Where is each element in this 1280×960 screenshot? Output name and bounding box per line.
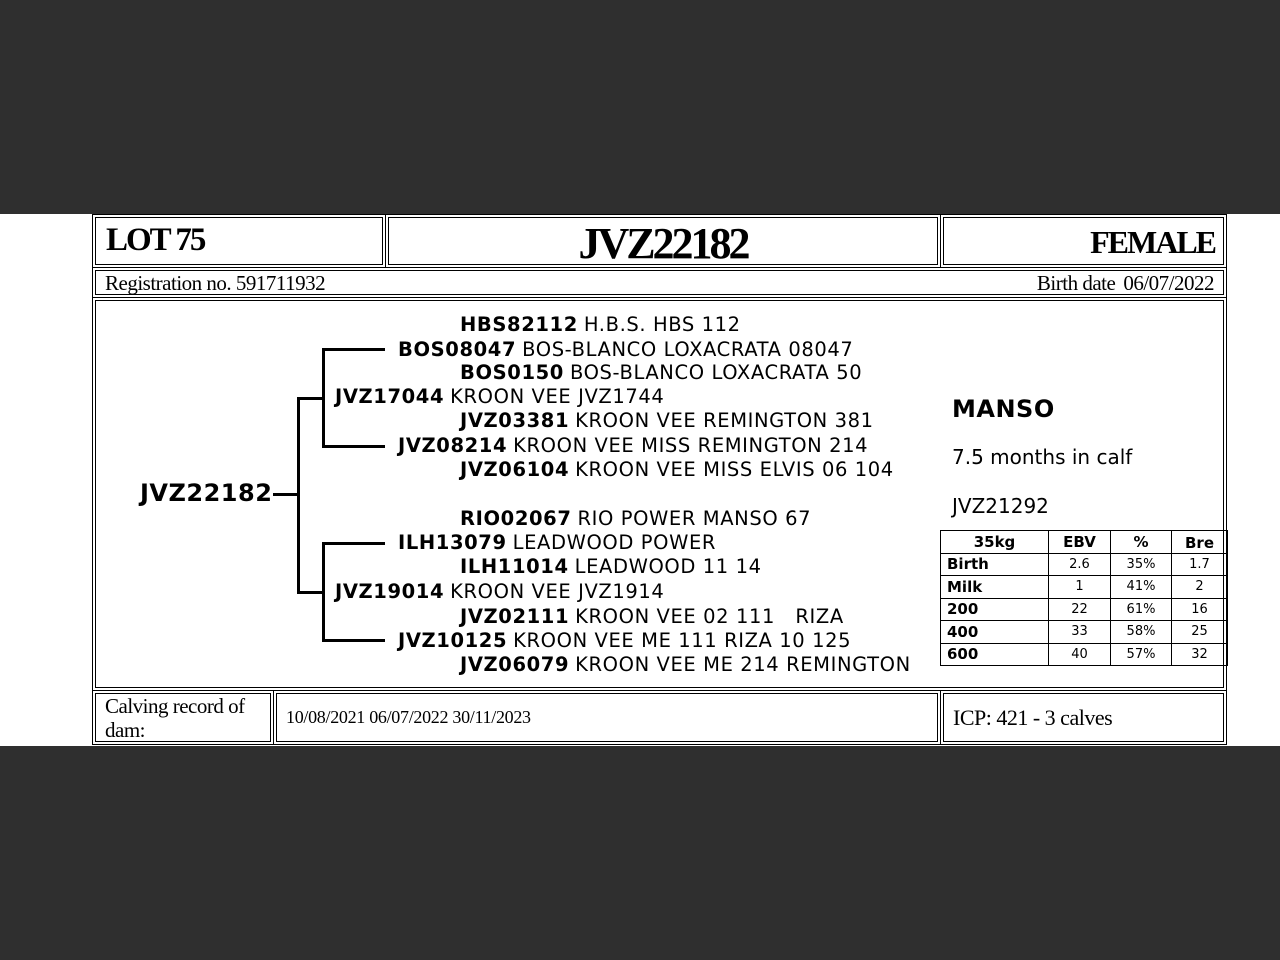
pedigree-entry: JVZ10125 KROON VEE ME 111 RIZA 10 125 xyxy=(398,629,852,652)
ebv-row xyxy=(941,576,1228,599)
ebv-header-weight: 35kg xyxy=(941,531,1049,554)
ebv-breed-avg: 32 xyxy=(1172,643,1228,666)
lot-number: LOT 75 xyxy=(106,222,205,258)
sire-dam-branch xyxy=(322,445,385,448)
service-sire-name: MANSO xyxy=(952,395,1055,423)
ebv-table xyxy=(940,530,1228,666)
subject-connector xyxy=(273,493,298,496)
icp-summary: ICP: 421 - 3 calves xyxy=(953,705,1113,730)
ebv-row-label: Birth xyxy=(941,553,1049,576)
pedigree-entry: JVZ02111 KROON VEE 02 111 RIZA xyxy=(460,605,844,628)
lot-cell xyxy=(95,217,383,265)
ebv-value: 40 xyxy=(1049,643,1111,666)
ebv-row xyxy=(941,598,1228,621)
animal-id-title: JVZ22182 xyxy=(578,219,748,268)
ebv-header-breed: Bre xyxy=(1172,531,1228,554)
ebv-header-ebv: EBV xyxy=(1049,531,1111,554)
pedigree-entry: JVZ08214 KROON VEE MISS REMINGTON 214 xyxy=(398,434,869,457)
ebv-percent: 57% xyxy=(1111,643,1172,666)
ebv-breed-avg: 1.7 xyxy=(1172,553,1228,576)
animal-id-cell xyxy=(388,217,938,268)
ebv-value: 2.6 xyxy=(1049,553,1111,576)
calving-label-cell xyxy=(95,693,271,742)
ebv-row-label: 200 xyxy=(941,598,1049,621)
ebv-row-label: 400 xyxy=(941,621,1049,644)
ebv-row-label: Milk xyxy=(941,576,1049,599)
pedigree-entry: JVZ19014 KROON VEE JVZ1914 xyxy=(335,580,665,603)
service-sire-id: JVZ21292 xyxy=(952,494,1049,518)
pedigree-entry: RIO02067 RIO POWER MANSO 67 xyxy=(460,507,812,530)
registration-number: Registration no. 591711932 xyxy=(105,271,326,295)
dam-sire-branch xyxy=(322,542,385,545)
sire-sire-branch xyxy=(322,348,385,351)
pedigree-entry: ILH11014 LEADWOOD 11 14 xyxy=(460,555,762,578)
birth-date-field xyxy=(1037,271,1214,296)
ebv-value: 33 xyxy=(1049,621,1111,644)
birth-date-label: Birth date xyxy=(1036,271,1116,295)
calving-dates: 10/08/2021 06/07/2022 30/11/2023 xyxy=(286,707,531,727)
ebv-row xyxy=(941,643,1228,666)
sex-cell xyxy=(943,217,1224,265)
pregnancy-status: 7.5 months in calf xyxy=(952,445,1133,469)
ebv-value: 1 xyxy=(1049,576,1111,599)
pedigree-entry: JVZ03381 KROON VEE REMINGTON 381 xyxy=(460,409,874,432)
ebv-value: 22 xyxy=(1049,598,1111,621)
sire-side-vertical xyxy=(297,397,300,594)
dam-sire-vertical xyxy=(322,542,325,641)
pedigree-entry: BOS0150 BOS-BLANCO LOXACRATA 50 xyxy=(460,361,863,384)
ebv-breed-avg: 25 xyxy=(1172,621,1228,644)
pedigree-entry: JVZ06104 KROON VEE MISS ELVIS 06 104 xyxy=(460,458,894,481)
ebv-percent: 41% xyxy=(1111,576,1172,599)
ebv-row xyxy=(941,553,1228,576)
pedigree-entry: JVZ17044 KROON VEE JVZ1744 xyxy=(335,385,665,408)
ebv-percent: 61% xyxy=(1111,598,1172,621)
ebv-percent: 35% xyxy=(1111,553,1172,576)
ebv-percent: 58% xyxy=(1111,621,1172,644)
ebv-header-row xyxy=(941,531,1228,554)
ebv-breed-avg: 2 xyxy=(1172,576,1228,599)
ebv-header-percent: % xyxy=(1111,531,1172,554)
registration-row xyxy=(95,270,1224,295)
ebv-row-label: 600 xyxy=(941,643,1049,666)
pedigree-entry: JVZ06079 KROON VEE ME 214 REMINGTON xyxy=(460,653,911,676)
pedigree-entry: ILH13079 LEADWOOD POWER xyxy=(398,531,717,554)
calving-dates-cell xyxy=(276,693,938,742)
sire-connector xyxy=(297,397,325,400)
calving-record-label: Calving record of dam: xyxy=(105,694,245,742)
ebv-row xyxy=(941,621,1228,644)
birth-date-value: 06/07/2022 xyxy=(1123,271,1214,295)
sire-sire-vertical xyxy=(322,348,325,447)
dam-connector xyxy=(297,591,325,594)
sex-label: FEMALE xyxy=(1090,224,1215,260)
ebv-breed-avg: 16 xyxy=(1172,598,1228,621)
pedigree-entry: HBS82112 H.B.S. HBS 112 xyxy=(460,313,741,336)
icp-cell xyxy=(943,693,1224,742)
pedigree-entry: BOS08047 BOS-BLANCO LOXACRATA 08047 xyxy=(398,338,854,361)
pedigree-subject: JVZ22182 xyxy=(140,479,273,507)
dam-dam-branch xyxy=(322,639,385,642)
